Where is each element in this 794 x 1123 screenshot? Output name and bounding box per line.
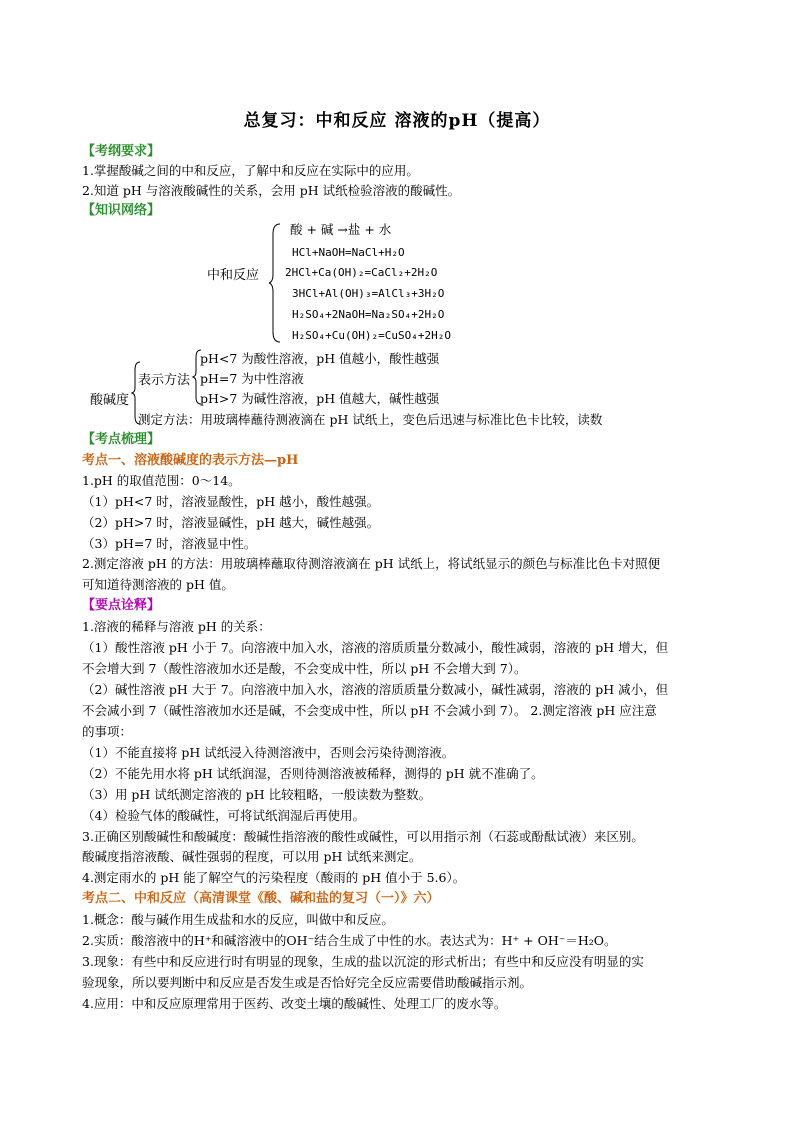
acidity-label: 酸碱度 bbox=[90, 393, 130, 408]
neutral-reaction-label: 中和反应 bbox=[207, 268, 260, 283]
express-neutral: pH=7 为中性溶液 bbox=[200, 371, 304, 386]
kp2-line-3: 3.现象：有些中和反应进行时有明显的现象，生成的盐以沉淀的形式析出；有些中和反应没有明显的实 bbox=[82, 954, 644, 969]
neutral-eq-3: 3HCl+Al(OH)₃=AlCl₃+3H₂O bbox=[292, 287, 445, 300]
neutral-eq-2: 2HCl+Ca(OH)₂=CaCl₂+2H₂O bbox=[285, 266, 438, 279]
key-line-6: 的事项： bbox=[82, 724, 133, 739]
key-line-2: （1）酸性溶液 pH 小于 7。向溶液中加入水，溶液的溶质质量分数减小，酸性减弱，溶液的 pH 增大，但 bbox=[82, 640, 669, 655]
kp2-line-1: 1.概念：酸与碱作用生成盐和水的反应，叫做中和反应。 bbox=[82, 912, 394, 927]
outline-line-1: 1.掌握酸碱之间的中和反应，了解中和反应在实际中的应用。 bbox=[82, 163, 419, 178]
kp1-line-2: （1）pH<7 时，溶液显酸性，pH 越小，酸性越强。 bbox=[82, 494, 380, 509]
kp1-line-1: 1.pH 的取值范围：0～14。 bbox=[82, 473, 241, 488]
page-title: 总复习：中和反应 溶液的pH（提高） bbox=[243, 111, 551, 131]
key-line-1: 1.溶液的稀释与溶液 pH 的关系： bbox=[82, 619, 271, 634]
express-acid: pH<7 为酸性溶液，pH 值越小，酸性越强 bbox=[200, 351, 440, 366]
key-line-10: （4）检验气体的酸碱性，可将试纸润湿后再使用。 bbox=[82, 808, 365, 823]
outline-header: 【考纲要求】 bbox=[82, 144, 161, 159]
express-method-label: 表示方法 bbox=[138, 373, 191, 388]
neutral-eq-5: H₂SO₄+Cu(OH)₂=CuSO₄+2H₂O bbox=[292, 329, 451, 342]
key-line-3: 不会增大到 7（酸性溶液加水还是酸，不会变成中性，所以 pH 不会增大到 7）。 bbox=[82, 661, 527, 676]
express-base: pH>7 为碱性溶液，pH 值越大，碱性越强 bbox=[200, 391, 440, 406]
key-line-5: 不会减小到 7（碱性溶液加水还是碱，不会变成中性，所以 pH 不会减小到 7）。 2.测定溶液 pH 应注意 bbox=[82, 703, 657, 718]
kp2-line-5: 4.应用：中和反应原理常用于医药、改变土壤的酸碱性、处理工厂的废水等。 bbox=[82, 996, 507, 1011]
measure-method: 测定方法：用玻璃棒蘸待测液滴在 pH 试纸上，变色后迅速与标准比色卡比较，读数 bbox=[138, 412, 603, 427]
neutral-general: 酸 + 碱 →盐 + 水 bbox=[290, 222, 392, 237]
key-line-7: （1）不能直接将 pH 试纸浸入待测溶液中，否则会污染待测溶液。 bbox=[82, 745, 455, 760]
key-header: 【要点诠释】 bbox=[82, 598, 161, 613]
key-line-12: 酸碱度指溶液酸、碱性强弱的程度，可以用 pH 试纸来测定。 bbox=[82, 849, 422, 864]
kp1-line-5: 2.测定溶液 pH 的方法：用玻璃棒蘸取待测溶液滴在 pH 试纸上，将试纸显示的颜色与标准比色卡对照便 bbox=[82, 556, 661, 571]
key-line-9: （3）用 pH 试纸测定溶液的 pH 比较粗略，一般读数为整数。 bbox=[82, 787, 432, 802]
neutral-eq-4: H₂SO₄+2NaOH=Na₂SO₄+2H₂O bbox=[292, 308, 445, 321]
kp2-line-4: 验现象，所以要判断中和反应是否发生或是否恰好完全反应需要借助酸碱指示剂。 bbox=[82, 975, 533, 990]
kp1-header: 考点一、溶液酸碱度的表示方法—pH bbox=[82, 453, 299, 468]
neutral-brace bbox=[268, 222, 282, 344]
kp1-line-4: （3）pH=7 时，溶液显中性。 bbox=[82, 536, 257, 551]
key-line-8: （2）不能先用水将 pH 试纸润湿，否则待测溶液被稀释，测得的 pH 就不准确了。 bbox=[82, 766, 544, 781]
review-header: 【考点梳理】 bbox=[82, 432, 161, 447]
key-line-13: 4.测定雨水的 pH 能了解空气的污染程度（酸雨的 pH 值小于 5.6）。 bbox=[82, 870, 466, 885]
outline-line-2: 2.知道 pH 与溶液酸碱性的关系，会用 pH 试纸检验溶液的酸碱性。 bbox=[82, 183, 461, 198]
key-line-4: （2）碱性溶液 pH 大于 7。向溶液中加入水，溶液的溶质质量分数减小，碱性减弱，溶液的 pH 减小，但 bbox=[82, 682, 669, 697]
kp1-line-6: 可知道待测溶液的 pH 值。 bbox=[82, 577, 234, 592]
kp1-line-3: （2）pH>7 时，溶液显碱性，pH 越大，碱性越强。 bbox=[82, 515, 380, 530]
neutral-eq-1: HCl+NaOH=NaCl+H₂O bbox=[292, 246, 405, 259]
network-header: 【知识网络】 bbox=[82, 203, 161, 218]
kp2-header: 考点二、中和反应（高清课堂《酸、碱和盐的复习（一）》六） bbox=[82, 891, 440, 906]
key-line-11: 3.正确区别酸碱性和酸碱度：酸碱性指溶液的酸性或碱性，可以用指示剂（石蕊或酚酞试液）来区别。 bbox=[82, 829, 644, 844]
kp2-line-2: 2.实质：酸溶液中的H⁺和碱溶液中的OH⁻结合生成了中性的水。表达式为：H⁺ + OH⁻＝H₂O。 bbox=[82, 933, 617, 948]
